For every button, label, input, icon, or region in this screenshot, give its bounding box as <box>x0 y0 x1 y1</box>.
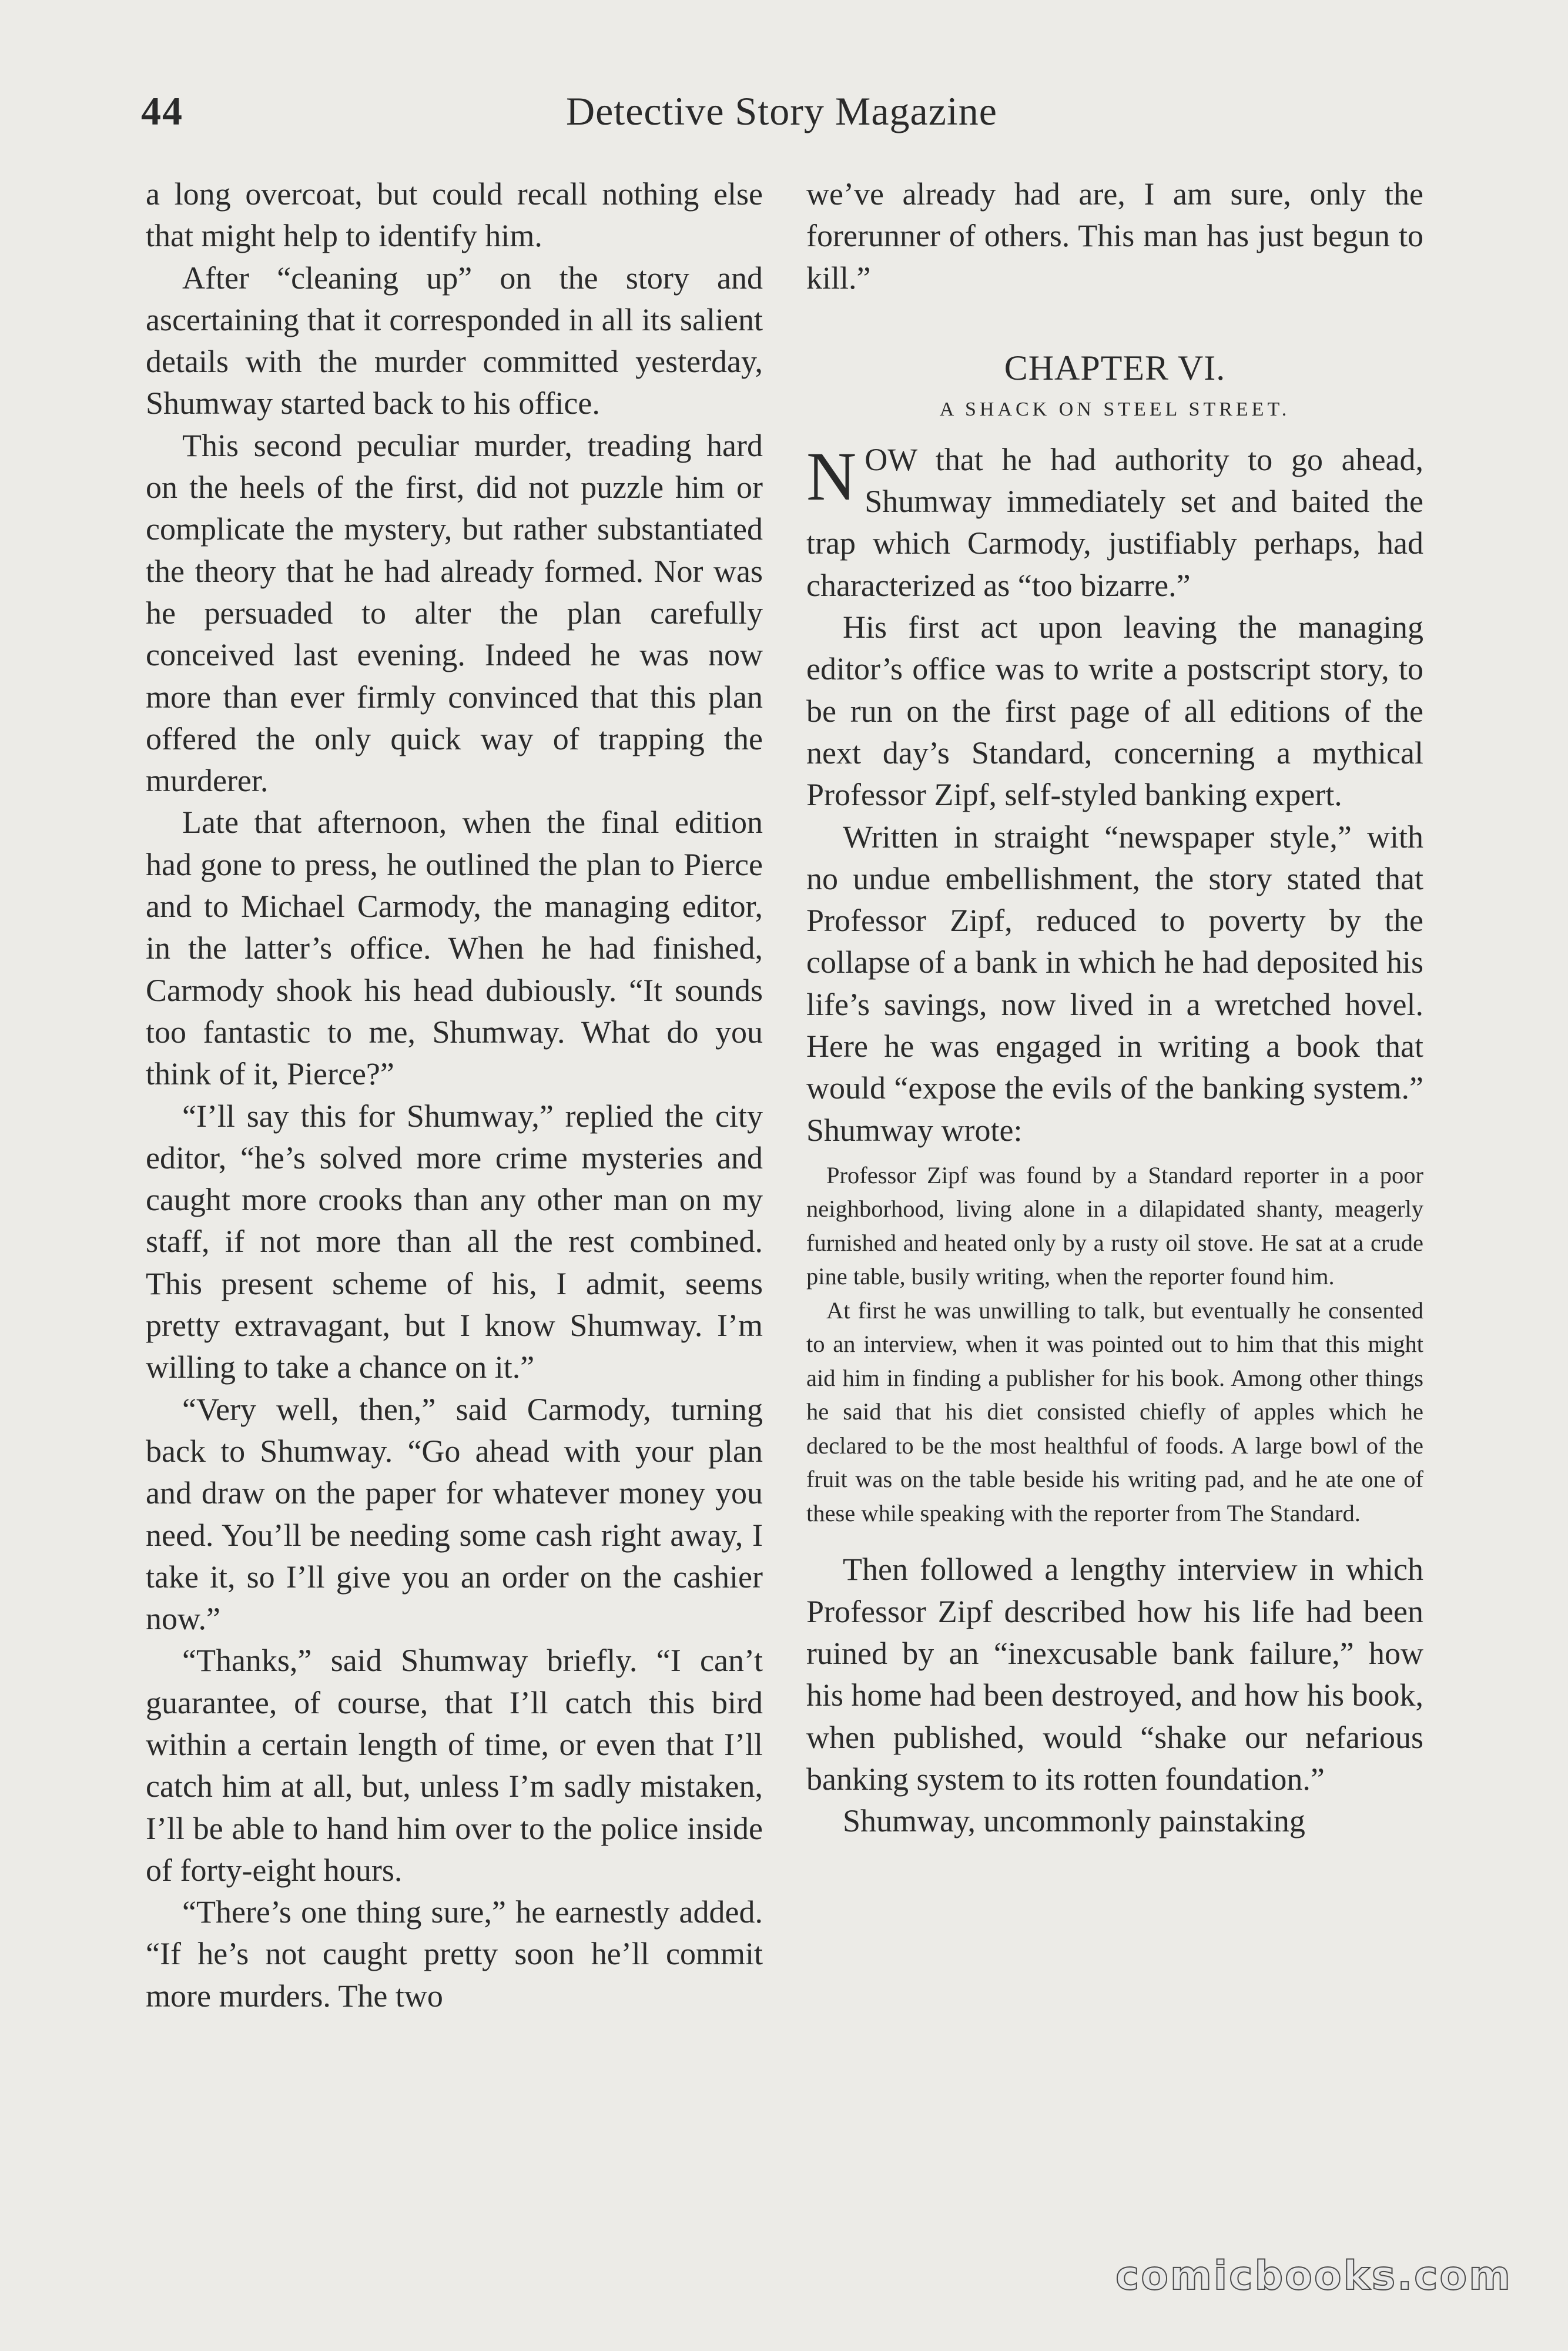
paragraph: Shumway, uncommonly painstaking <box>843 1803 1305 1839</box>
excerpt-paragraph: At first he was unwilling to talk, but eventually he consented to an interview, when it was pointed out to him that this might aid him in finding a publisher for his book. Among other things he said that his diet consisted chiefly of apples which he declared to be the most healthful of foods. A large bowl of the fruit was on the table beside his writing pad, and he ate one of these while speaking with the reporter from The Standard. <box>806 1297 1423 1526</box>
newspaper-excerpt <box>806 1158 1423 1531</box>
right-column <box>806 173 1423 1843</box>
watermark: comicbooks.com <box>1115 2253 1512 2299</box>
page-header <box>141 88 1422 147</box>
paragraph: “There’s one thing sure,” he earnestly added. “If he’s not caught pretty soon he’ll commit more murders. The two <box>146 1894 763 2014</box>
excerpt-paragraph: Professor Zipf was found by a Standard reporter in a poor neighborhood, living alone in a dilapidated shanty, meagerly furnished and heated only by a rusty oil stove. He sat at a crude pine table, busily writing, when the reporter found him. <box>806 1161 1423 1290</box>
paragraph: Late that afternoon, when the final edition had gone to press, he outlined the plan to Pierce and to Michael Carmody, the managing editor, in the latter’s office. When he had finished, Carmody shook his head dubiously. “It sounds too fantastic to me, Shumway. What do you think of it, Pierce?” <box>146 805 763 1092</box>
paragraph: a long overcoat, but could recall nothing else that might help to identify him. <box>146 176 763 254</box>
paragraph: After “cleaning up” on the story and ascertaining that it corresponded in all its salient details with the murder committed yesterday, Shumway started back to his office. <box>146 260 763 421</box>
paragraph: This second peculiar murder, treading hard on the heels of the first, did not puzzle him or complicate the mystery, but rather substantiated the theory that he had already formed. Nor was he persuaded to alter the plan carefully conceived last evening. Indeed he was now more than ever firmly convinced that this plan offered the only quick way of trapping the murderer. <box>146 427 763 799</box>
left-column <box>146 173 763 2017</box>
drop-cap: N <box>806 437 857 515</box>
paragraph: we’ve already had are, I am sure, only the forerunner of others. This man has just begun to kill.” <box>806 176 1423 296</box>
chapter-heading: CHAPTER VI. <box>1004 348 1226 387</box>
paragraph: His first act upon leaving the managing editor’s office was to write a postscript story, to be run on the first page of all editions of the next day’s Standard, concerning a mythical Professor Zipf, self-styled banking expert. <box>806 609 1423 813</box>
paragraph: Then followed a lengthy interview in which Professor Zipf described how his life had been ruined by an “inexcusable bank failure,” how his home had been destroyed, and how his book, when published, would “shake our nefarious banking system to its rotten foundation.” <box>806 1552 1423 1797</box>
paragraph: “Thanks,” said Shumway briefly. “I can’t guarantee, of course, that I’ll catch this bird within a certain length of time, or even that I’ll catch him at all, but, unless I’m sadly mistaken, I’ll be able to hand him over to the police inside of forty-eight hours. <box>146 1643 763 1888</box>
opening-text: OW that he had authority to go ahead, Shumway immediately set and baited the trap which Carmody, justifiably perhaps, had characterized as “too bizarre.” <box>806 441 1423 603</box>
opening-paragraph <box>806 439 1423 607</box>
chapter-subtitle: A SHACK ON STEEL STREET. <box>939 398 1291 420</box>
running-title: Detective Story Magazine <box>566 89 997 133</box>
page-number: 44 <box>141 89 183 133</box>
paragraph: “Very well, then,” said Carmody, turning back to Shumway. “Go ahead with your plan and draw on the paper for whatever money you need. You’ll be needing some cash right away, I take it, so I’ll give you an order on the cashier now.” <box>146 1391 763 1637</box>
paragraph: Written in straight “newspaper style,” with no undue embellishment, the story stated that Professor Zipf, reduced to poverty by the collapse of a bank in which he had deposited his life’s savings, now lived in a wretched hovel. Here he was engaged in writing a book that would “expose the evils of the banking system.” Shumway wrote: <box>806 819 1423 1148</box>
paragraph: “I’ll say this for Shumway,” replied the city editor, “he’s solved more crime mysteries and caught more crooks than any other man on my staff, if not more than all the rest combined. This present scheme of his, I admit, seems pretty extravagant, but I know Shumway. I’m willing to take a chance on it.” <box>146 1098 763 1385</box>
